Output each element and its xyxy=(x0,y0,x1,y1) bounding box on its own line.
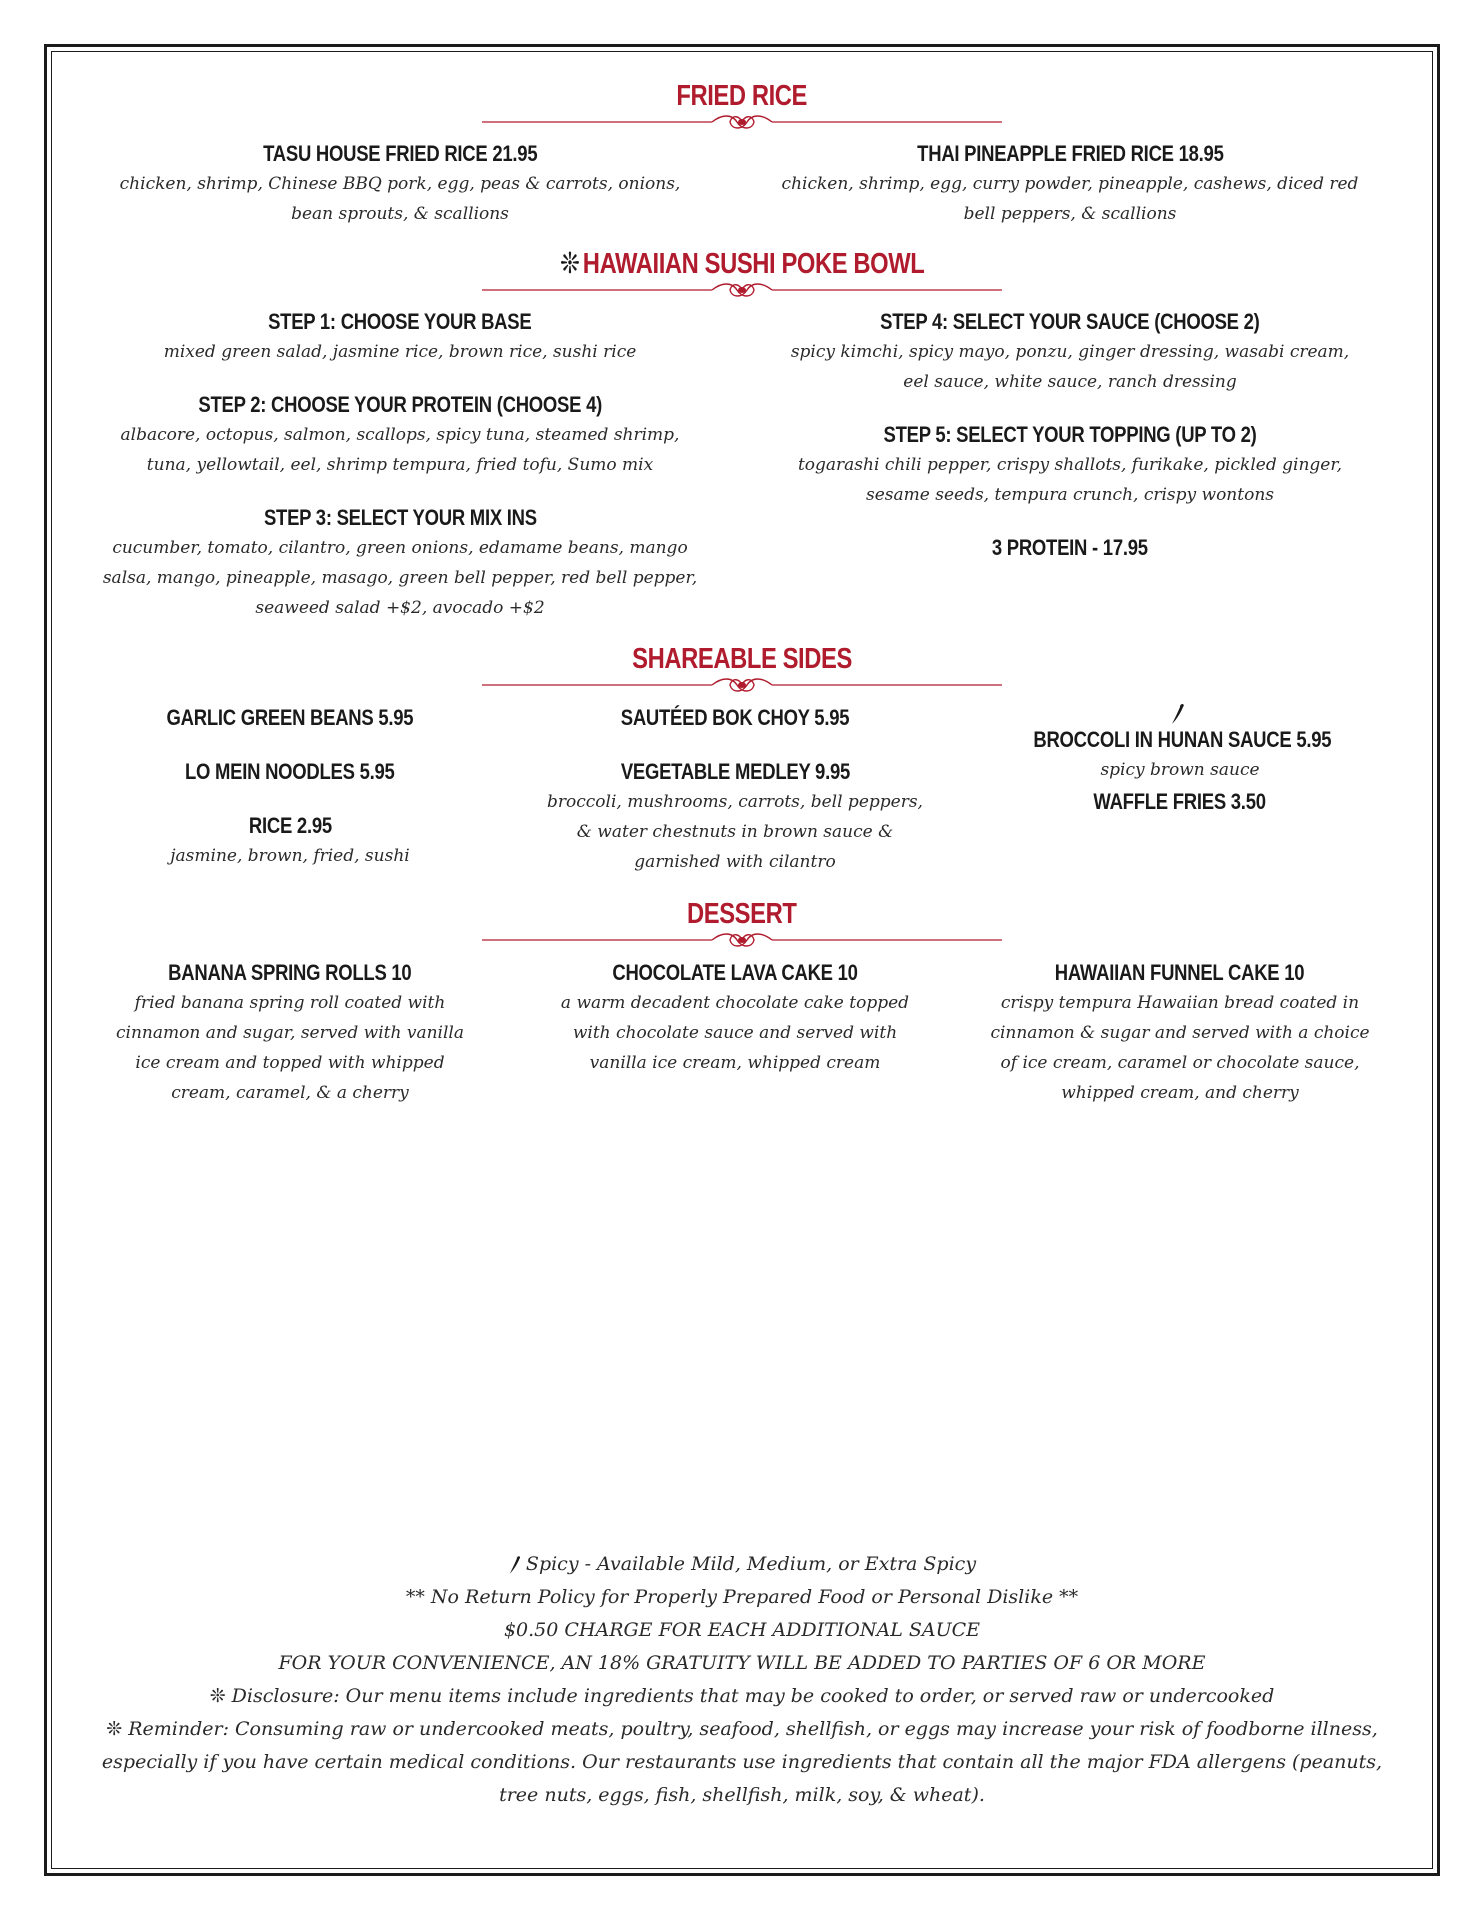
item-name: CHOCOLATE LAVA CAKE 10 xyxy=(612,960,858,985)
section-title-text: HAWAIIAN SUSHI POKE BOWL xyxy=(582,248,925,280)
footer-gratuity: FOR YOUR CONVENIENCE, AN 18% GRATUITY WILL BE ADDED TO PARTIES OF 6 OR MORE xyxy=(278,1652,1206,1674)
step-name: STEP 4: SELECT YOUR SAUCE (CHOOSE 2) xyxy=(880,309,1260,334)
poke-step-2 xyxy=(105,390,695,480)
poke-price xyxy=(780,533,1360,563)
item-name: GARLIC GREEN BEANS 5.95 xyxy=(166,705,414,730)
chili-pepper-icon xyxy=(508,1555,522,1575)
side-garlic-green-beans xyxy=(115,703,465,733)
item-name: LO MEIN NOODLES 5.95 xyxy=(185,759,395,784)
side-lo-mein-noodles xyxy=(115,757,465,787)
item-desc: chicken, shrimp, egg, curry powder, pineapple, cashews, diced red bell peppers, & scallions xyxy=(781,174,1359,224)
menu-item-tasu-house-fried-rice xyxy=(110,139,690,229)
chili-pepper-icon xyxy=(1170,703,1186,725)
item-name: SAUTÉED BOK CHOY 5.95 xyxy=(620,705,850,730)
step-name: STEP 5: SELECT YOUR TOPPING (UP TO 2) xyxy=(883,422,1257,447)
footer-disclosure-text: Disclosure: Our menu items include ingredients that may be cooked to order, or served raw or undercooked xyxy=(231,1685,1275,1707)
flourish-divider-icon xyxy=(482,282,1002,298)
footer-spicy-note xyxy=(90,1548,1394,1581)
item-name: VEGETABLE MEDLEY 9.95 xyxy=(620,759,850,784)
step-name: STEP 2: CHOOSE YOUR PROTEIN (CHOOSE 4) xyxy=(198,392,602,417)
step-desc: cucumber, tomato, cilantro, green onions, edamame beans, mango salsa, mango, pineapple, masago, green bell pepper, red bell pepper, seaweed salad +$2, avocado +$2 xyxy=(102,538,698,618)
item-desc: jasmine, brown, fried, sushi xyxy=(170,846,410,866)
item-name: RICE 2.95 xyxy=(248,813,332,838)
item-name: BANANA SPRING ROLLS 10 xyxy=(168,960,412,985)
item-name: WAFFLE FRIES 3.50 xyxy=(1093,789,1267,814)
side-rice xyxy=(115,811,465,871)
section-title-sides: SHAREABLE SIDES xyxy=(632,643,852,675)
menu-item-thai-pineapple-fried-rice xyxy=(780,139,1360,229)
side-broccoli-hunan-sauce xyxy=(1005,703,1355,785)
step-desc: albacore, octopus, salmon, scallops, spicy tuna, steamed shrimp, tuna, yellowtail, eel, shrimp tempura, fried tofu, Sumo mix xyxy=(120,425,680,475)
item-name: BROCCOLI IN HUNAN SAUCE 5.95 xyxy=(1033,727,1332,752)
item-desc: fried banana spring roll coated with cinnamon and sugar, served with vanilla ice cream and topped with whipped cream, caramel, & a cherry xyxy=(116,993,464,1103)
item-desc: crispy tempura Hawaiian bread coated in cinnamon & sugar and served with a choice of ice cream, caramel or chocolate sauce, whipped cream, and cherry xyxy=(990,993,1370,1103)
poke-step-5 xyxy=(780,420,1360,510)
item-desc: a warm decadent chocolate cake topped with chocolate sauce and served with vanilla ice cream, whipped cream xyxy=(560,993,910,1073)
footer-sauce-charge: $0.50 CHARGE FOR EACH ADDITIONAL SAUCE xyxy=(503,1619,981,1641)
section-sides-header xyxy=(0,641,1484,693)
section-title-fried-rice: FRIED RICE xyxy=(676,80,808,112)
poke-step-4 xyxy=(780,307,1360,397)
item-desc: chicken, shrimp, Chinese BBQ pork, egg, peas & carrots, onions, bean sprouts, & scallions xyxy=(119,174,681,224)
footer-return-policy: ** No Return Policy for Properly Prepared Food or Personal Dislike ** xyxy=(405,1586,1079,1608)
item-name: TASU HOUSE FRIED RICE 21.95 xyxy=(262,141,538,166)
item-desc: spicy brown sauce xyxy=(1100,760,1260,780)
footer-reminder-text: Reminder: Consuming raw or undercooked meats, poultry, seafood, shellfish, or eggs may increase your risk of foodborne illness, especially if you have certain medical conditions. Our restaurants use ingredients that contain all the major FDA allergens (peanuts, tree nuts, eggs, fish, shellfish, milk, soy, & wheat). xyxy=(101,1718,1383,1806)
section-title-dessert: DESSERT xyxy=(687,898,797,930)
dessert-hawaiian-funnel-cake xyxy=(985,958,1375,1108)
flourish-divider-icon xyxy=(482,677,1002,693)
section-poke-bowl-header xyxy=(0,246,1484,298)
poke-price-label: 3 PROTEIN - 17.95 xyxy=(992,535,1148,560)
step-desc: mixed green salad, jasmine rice, brown rice, sushi rice xyxy=(163,342,637,362)
item-name: HAWAIIAN FUNNEL CAKE 10 xyxy=(1055,960,1305,985)
side-vegetable-medley xyxy=(545,757,925,877)
flourish-divider-icon xyxy=(482,932,1002,948)
footer-disclosure xyxy=(90,1680,1394,1713)
menu-footer-notes xyxy=(90,1548,1394,1812)
dessert-banana-spring-rolls xyxy=(105,958,475,1108)
dessert-chocolate-lava-cake xyxy=(545,958,925,1078)
asterisk-flower-icon: ❊ xyxy=(106,1718,123,1740)
flourish-divider-icon xyxy=(482,114,1002,130)
item-name: THAI PINEAPPLE FRIED RICE 18.95 xyxy=(916,141,1224,166)
footer-reminder xyxy=(90,1713,1394,1812)
step-desc: spicy kimchi, spicy mayo, ponzu, ginger dressing, wasabi cream, eel sauce, white sauce, ranch dressing xyxy=(790,342,1350,392)
side-waffle-fries xyxy=(1005,787,1355,817)
step-desc: togarashi chili pepper, crispy shallots, furikake, pickled ginger, sesame seeds, tempura crunch, crispy wontons xyxy=(797,455,1343,505)
asterisk-flower-icon: ❊ xyxy=(209,1685,226,1707)
section-fried-rice-header xyxy=(0,78,1484,130)
footer-spicy-text: Spicy - Available Mild, Medium, or Extra Spicy xyxy=(525,1553,977,1575)
step-name: STEP 3: SELECT YOUR MIX INS xyxy=(263,505,537,530)
item-desc: broccoli, mushrooms, carrots, bell peppers, & water chestnuts in brown sauce & garnished with cilantro xyxy=(547,792,923,872)
section-title-poke-bowl xyxy=(560,246,924,282)
poke-step-3 xyxy=(100,503,700,623)
section-dessert-header xyxy=(0,896,1484,948)
poke-step-1 xyxy=(105,307,695,367)
step-name: STEP 1: CHOOSE YOUR BASE xyxy=(268,309,532,334)
asterisk-flower-icon: ❊ xyxy=(559,248,580,280)
side-sauteed-bok-choy xyxy=(550,703,920,733)
